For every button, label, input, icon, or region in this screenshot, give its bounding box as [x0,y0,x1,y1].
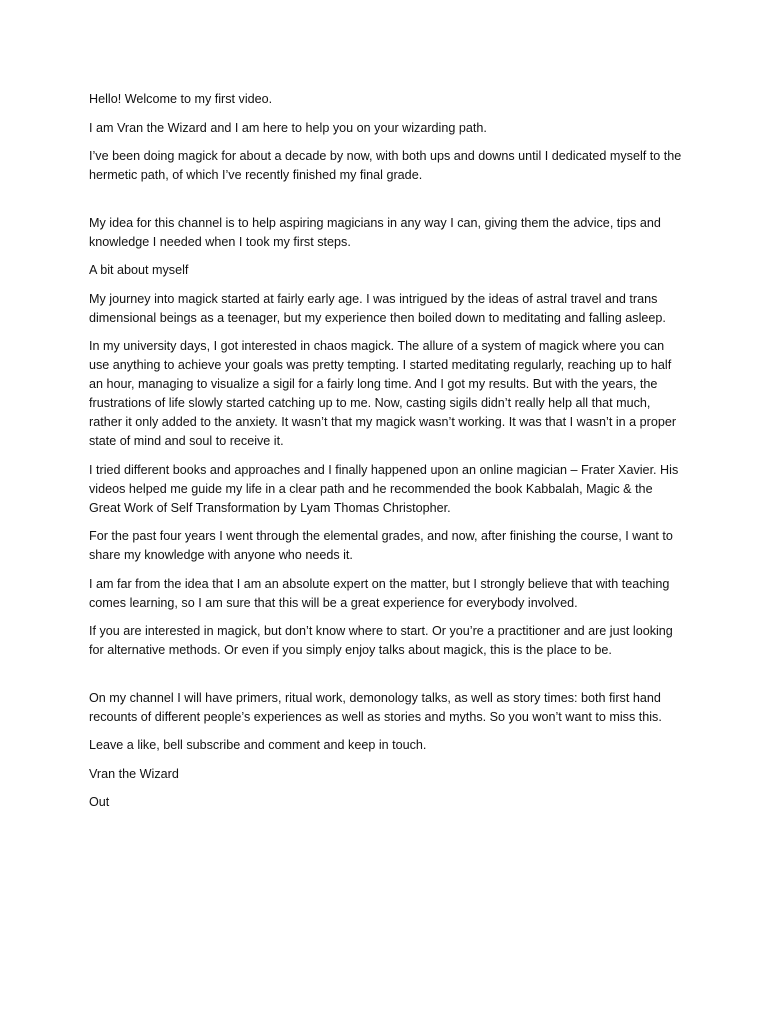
channel-idea-paragraph: My idea for this channel is to help aspiring magicians in any way I can, giving them the advice, tips and knowledge I needed when I took my first steps. [89,215,661,249]
blank-line [89,670,685,689]
blank-line [89,195,685,214]
journey-paragraph: My journey into magick started at fairly early age. I was intrigued by the ideas of astral travel and trans dimensional beings as a teenager, but my experience then boiled down to meditating and falling asleep. [89,291,666,325]
call-to-action-paragraph: Leave a like, bell subscribe and comment and keep in touch. [89,738,427,752]
signature-line: Vran the Wizard [89,766,179,781]
document-body [89,90,685,822]
audience-paragraph: If you are interested in magick, but don’t know where to start. Or you’re a practitioner and are just looking for alternative methods. Or even if you simply enjoy talks about magick, this is the place to be. [89,624,673,657]
closing-line: Out [89,795,110,809]
university-paragraph: In my university days, I got interested in chaos magick. The allure of a system of magick where you can use anything to achieve your goals was pretty tempting. I started meditating regularly, reaching up to half an hour, managing to visualize a sigil for a fairly long time. And I got my results. But with the years, the frustrations of life slowly started catching up to me. Now, casting sigils didn’t really help all that much, rather it only added to the anxiety. It wasn’t that my magick wasn’t working. It was that I wasn’t in a proper state of mind and soul to receive it. [89,339,677,448]
greeting-paragraph: Hello! Welcome to my first video. [89,92,273,106]
introduction-paragraph: I am Vran the Wizard and I am here to help you on your wizarding path. [89,120,487,135]
books-paragraph: I tried different books and approaches and I finally happened upon an online magician – Frater Xavier. His videos helped me guide my life in a clear path and he recommended the book Kabbalah, Magic & the Great Work of Self Transformation by Lyam Thomas Christopher. [89,462,679,515]
background-paragraph: I’ve been doing magick for about a decade by now, with both ups and downs until I dedicated myself to the hermetic path, of which I’ve recently finished my final grade. [89,149,682,182]
expert-paragraph: I am far from the idea that I am an absolute expert on the matter, but I strongly believe that with teaching comes learning, so I am sure that this will be a great experience for everybody involved. [89,576,670,610]
grades-paragraph: For the past four years I went through the elemental grades, and now, after finishing the course, I want to share my knowledge with anyone who needs it. [89,529,673,562]
section-heading: A bit about myself [89,263,189,277]
channel-content-paragraph: On my channel I will have primers, ritual work, demonology talks, as well as story times: both first hand recounts of different people’s experiences as well as stories and myths. So you won’t want to miss this. [89,690,662,724]
